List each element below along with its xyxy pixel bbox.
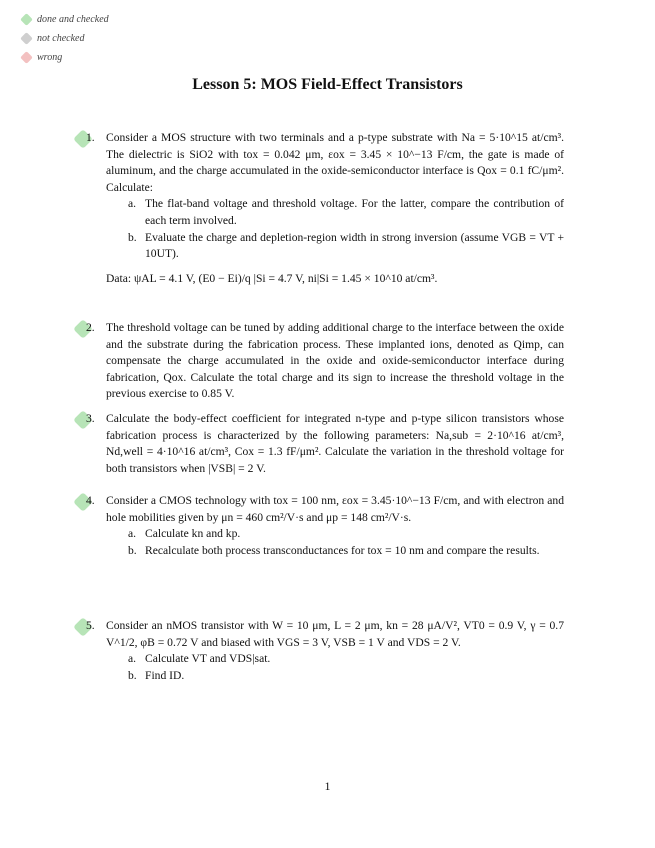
exercise-2: 2. The threshold voltage can be tuned by adding additional charge to the interface between the oxide and the substrate during the fabrication process. These implanted ions, denoted as Qimp, can compensate the charge accumulated in the oxide and oxide-semiconductor interface during fabrication, Qox. Calculate the total charge and its sign to increase the threshold voltage in the previous exercise to 0.85 V.	[106, 320, 564, 403]
sub-question: a. The flat-band voltage and threshold voltage. For the latter, compare the contribution of each term involved.	[128, 197, 564, 227]
page-title: Lesson 5: MOS Field-Effect Transistors	[192, 76, 463, 93]
sub-question: b. Recalculate both process transconductances for tox = 10 nm and compare the results.	[128, 543, 540, 557]
legend-item-not-checked: not checked	[22, 29, 109, 48]
legend-item-wrong: wrong	[22, 48, 109, 67]
exercise-4: 4. Consider a CMOS technology with tox = 100 nm, εox = 3.45·10^−13 F/cm, and with electron and hole mobilities given by μn = 460 cm²/V·s and μp = 148 cm²/V·s. a. Calculate kn and kp. b. Recalculate both process transconductances for tox = 10 nm and compare the results.	[106, 493, 564, 559]
exercise-1: 1. Consider a MOS structure with two terminals and a p-type substrate with Na = 5·10^15 at/cm³. The dielectric is SiO2 with tox = 0.042 μm, εox = 3.45 × 10^−13 F/cm, the gate is made of aluminum, and the charge accumulated in the oxide-semiconductor interface is Qox = 0.1 fC/μm². Calculate: a. The flat-band voltage and threshold voltage. For the latter, compare the contribution of each term involved. b. Evaluate the charge and depletion-region width in strong inversion (assume VGB = VT + 10UT). Data: ψAL = 4.1 V, (E0 − Ei)/q |Si = 4.7 V, ni|Si = 1.45 × 10^10 at/cm³.	[106, 130, 564, 287]
status-legend	[22, 10, 109, 67]
sub-question: a. Calculate kn and kp.	[128, 527, 241, 541]
exercise-3: 3. Calculate the body-effect coefficient for integrated n-type and p-type silicon transistors whose fabrication process is characterized by the following parameters: Na,sub = 2·10^16 at/cm³, Nd,well = 4·10^16 at/cm³, Cox = 1.3 fF/μm². Calculate the variation in the threshold voltage for both transistors when |VSB| = 2 V.	[106, 411, 564, 477]
exercise-text: Calculate the body-effect coefficient for integrated n-type and p-type silicon transistors whose fabrication process is characterized by the following parameters: Na,sub = 2·10^16 at/cm³, Nd,well = 4·10^16 at/cm³, Cox = 1.3 fF/μm². Calculate the variation in the threshold voltage for both transistors when |VSB| = 2 V.	[106, 412, 564, 475]
exercise-5: 5. Consider an nMOS transistor with W = 10 μm, L = 2 μm, kn = 28 μA/V², VT0 = 0.9 V, γ = 0.7 V^1/2, φB = 0.72 V and biased with VGS = 3 V, VSB = 1 V and VDS = 2 V. a. Calculate VT and VDS|sat. b. Find ID.	[106, 618, 564, 684]
sub-question: b. Evaluate the charge and depletion-region width in strong inversion (assume VGB = VT + 10UT).	[128, 230, 564, 261]
exercise-text: Consider an nMOS transistor with W = 10 μm, L = 2 μm, kn = 28 μA/V², VT0 = 0.9 V, γ = 0.7 V^1/2, φB = 0.72 V and biased with VGS = 3 V, VSB = 1 V and VDS = 2 V.	[106, 619, 564, 649]
legend-item-done: done and checked	[22, 10, 109, 29]
exercise-text: Consider a MOS structure with two terminals and a p-type substrate with Na = 5·10^15 at/cm³. The dielectric is SiO2 with tox = 0.042 μm, εox = 3.45 × 10^−13 F/cm, the gate is made of aluminum, and the charge accumulated in the oxide-semiconductor interface is Qox = 0.1 fC/μm². Calculate:	[106, 131, 564, 194]
sub-question: a. Calculate VT and VDS|sat.	[128, 652, 271, 666]
exercise-text: Consider a CMOS technology with tox = 100 nm, εox = 3.45·10^−13 F/cm, and with electron and hole mobilities given by μn = 460 cm²/V·s and μp = 148 cm²/V·s.	[106, 494, 564, 524]
exercise-text: The threshold voltage can be tuned by adding additional charge to the interface between the oxide and the substrate during the fabrication process. These implanted ions, denoted as Qimp, can compensate the charge accumulated in the oxide and oxide-semiconductor interface during fabrication, Qox. Calculate the total charge and its sign to increase the threshold voltage in the previous exercise to 0.85 V.	[106, 321, 564, 401]
page-number: 1	[324, 779, 331, 793]
gray-diamond-icon	[20, 32, 33, 45]
sub-question: b. Find ID.	[128, 668, 185, 682]
green-diamond-icon	[20, 13, 33, 26]
red-diamond-icon	[20, 51, 33, 64]
exercise-data: Data: ψAL = 4.1 V, (E0 − Ei)/q |Si = 4.7 V, ni|Si = 1.45 × 10^10 at/cm³.	[106, 271, 438, 285]
